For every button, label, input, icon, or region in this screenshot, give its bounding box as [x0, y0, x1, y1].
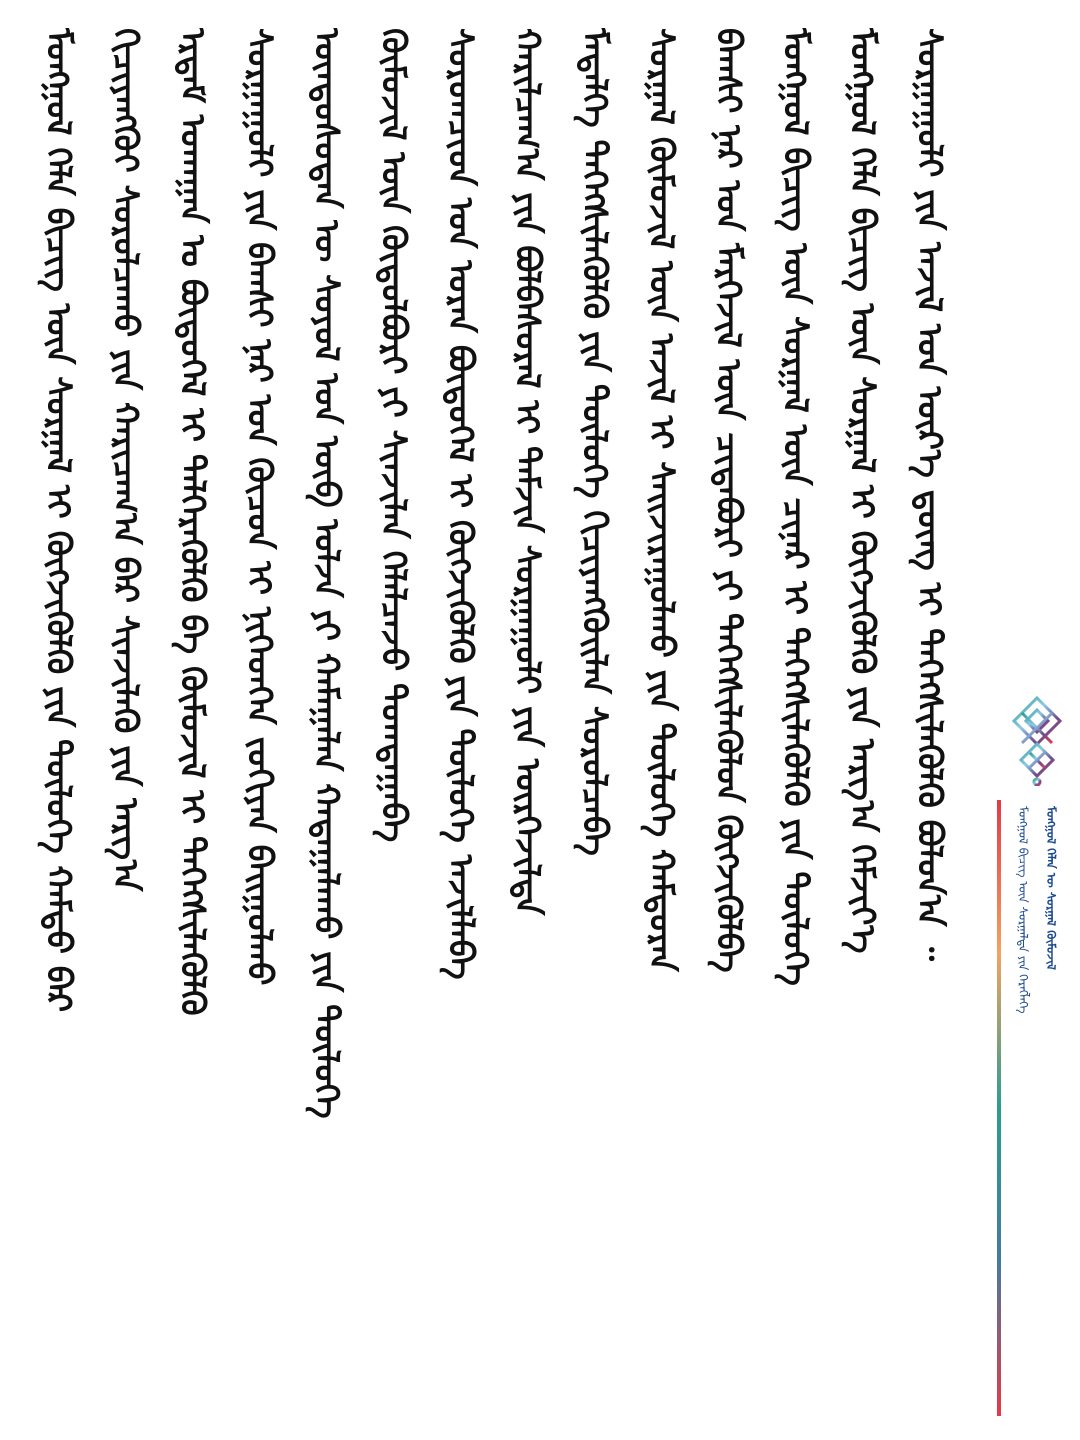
text-column: ᠮᠣᠩᠭᠣᠯ ᠬᠡᠯᠡ ᠪᠢᠴᠢᠭ ᠦᠨ ᠰᠤᠷᠭᠠᠯ ᠢ ᠬᠦᠭᠵᠢᠭᠦᠯᠬᠦ ᠶᠢᠨ ᠲᠥᠯᠥᠭᠡ ᠬᠠᠮᠲᠤ ᠪᠡᠷ [38, 28, 78, 1013]
text-column: ᠮᠣᠩᠭᠣᠯ ᠪᠢᠴᠢᠭ ᠦᠨ ᠰᠤᠷᠭᠠᠯ ᠦᠨ ᠴᠢᠨᠠᠷ ᠢ ᠳᠡᠭᠡᠭᠰᠢᠯᠡᠭᠦᠯᠬᠦ ᠶᠢᠨ ᠲᠥᠯᠥᠭᠡ [775, 28, 815, 986]
text-column: ᠬᠦᠮᠦᠵᠢᠯ ᠦᠨ ᠬᠥᠲᠦᠯᠪᠦᠷᠢ ᠶᠢ ᠰᠢᠨᠵᠢᠯᠡᠨ ᠬᠡᠯᠡᠯᠴᠡᠵᠦ ᠲᠣᠭᠲᠠᠭᠠᠪᠠ [373, 28, 413, 843]
text-column: ᠮᠡᠳᠡᠯᠭᠡ ᠳᠡᠭᠡᠭᠰᠢᠯᠡᠭᠦᠯᠬᠦ ᠶᠢᠨ ᠲᠥᠯᠥᠭᠡ ᠬᠢᠴᠢᠶᠡᠩᠭᠦᠢᠯᠡᠨ ᠰᠤᠷᠤᠯᠴᠠᠪᠠ [574, 28, 614, 856]
text-column: ᠬᠠᠷᠢᠯᠴᠠᠭ᠎ᠠ ᠶᠢᠨ ᠪᠣᠯᠪᠠᠰᠤᠷᠠᠯ ᠢ ᠳᠡᠮᠵᠢᠨ ᠰᠤᠷᠭᠠᠭᠤᠯᠢ ᠶᠢᠨ ᠥᠷᠭᠡᠵᠢᠯᠲᠡ [507, 28, 547, 916]
header-rule [997, 800, 1001, 1416]
header-subtitle: ᠮᠣᠩᠭᠣᠯ ᠪᠢᠴᠢᠭ ᠦᠨ ᠰᠤᠷᠭᠠᠯᠲᠠ ᠶᠢᠨ ᠬᠡᠷᠡᠭᠯᠡᠭᠡ [1016, 806, 1030, 1014]
body-text [30, 28, 970, 1418]
text-column: ᠰᠤᠷᠭᠠᠭᠤᠯᠢ ᠶᠢᠨ ᠪᠠᠭᠰᠢ ᠨᠠᠷ ᠤᠨ ᠬᠦᠴᠦᠨ ᠢ ᠨᠢᠭᠡᠳᠬᠡᠨ ᠵᠣᠬᠢᠶᠠᠨ ᠪᠠᠢᠭᠤᠯᠬᠤ [239, 28, 279, 986]
text-column: ᠰᠤᠷᠭᠠᠭᠤᠯᠢ ᠶᠢᠨ ᠠᠵᠢᠯ ᠤᠨ ᠦᠷ᠎ᠡ ᠳ᠋ᠦᠩ ᠢ ᠳᠡᠭᠡᠭᠰᠢᠯᠡᠭᠦᠯᠬᠦ ᠪᠣᠯᠤᠨ᠎ᠠ ᠃ [909, 28, 949, 961]
text-column: ᠬᠢᠴᠢᠶᠡᠩᠭᠦᠢ ᠰᠤᠷᠤᠯᠴᠠᠬᠤ ᠶᠢᠨ ᠬᠠᠷᠢᠴᠠᠭ᠎ᠠ ᠪᠠᠷ ᠰᠢᠨᠵᠢᠯᠡᠬᠦ ᠶᠢᠨ ᠠᠷᠭ᠎ᠠ [105, 28, 145, 892]
header-title: ᠮᠣᠩᠭᠣᠯ ᠬᠡᠯᠡᠨ ᠦ ᠰᠤᠷᠭᠠᠯ ᠬᠦᠮᠦᠵᠢᠯ [1044, 806, 1058, 970]
text-column: ᠪᠠᠭᠰᠢ ᠨᠠᠷ ᠤᠨ ᠮᠡᠷᠭᠡᠵᠢᠯ ᠦᠨ ᠴᠢᠳᠠᠪᠤᠷᠢ ᠶᠢ ᠳᠡᠭᠡᠭᠰᠢᠯᠡᠭᠦᠯᠦᠨ ᠬᠥᠭᠵᠢᠭᠦᠯᠪᠡ [708, 28, 748, 973]
text-column: ᠦᠨᠳᠦᠰᠦᠲᠡᠨ ᠦ ᠰᠣᠶᠤᠯ ᠤᠨ ᠦᠪ ᠣᠯᠵᠠ ᠶᠢ ᠬᠠᠮᠠᠭᠠᠯᠠᠨ ᠬᠠᠳᠠᠭᠠᠯᠠᠬᠤ ᠶᠢᠨ ᠲᠥᠯᠥᠭᠡ [306, 28, 346, 1119]
text-column: ᠮᠣᠩᠭᠣᠯ ᠬᠡᠯᠡ ᠪᠢᠴᠢᠭ ᠦᠨ ᠰᠤᠷᠭᠠᠯ ᠢ ᠬᠥᠭᠵᠢᠭᠦᠯᠬᠦ ᠶᠢᠨ ᠠᠷᠭ᠎ᠠ ᠬᠡᠮᠵᠢᠶ᠎ᠡ [842, 28, 882, 954]
endless-knot-icon [1008, 694, 1066, 786]
text-column: ᠰᠤᠷᠭᠠᠯ ᠬᠦᠮᠦᠵᠢᠯ ᠦᠨ ᠠᠵᠢᠯ ᠢ ᠰᠠᠢᠵᠢᠷᠠᠭᠤᠯᠬᠤ ᠶᠢᠨ ᠲᠥᠯᠥᠭᠡ ᠬᠠᠮᠲᠤᠷᠠᠨ [641, 28, 681, 972]
text-column: ᠡᠷᠳᠡᠮ ᠤᠬᠠᠭᠠᠨ ᠤ ᠪᠦᠲᠦᠭᠡᠯ ᠢ ᠳᠡᠯᠭᠡᠷᠡᠭᠦᠯᠬᠦ ᠪᠠ ᠬᠦᠮᠦᠵᠢᠯ ᠢ ᠳᠡᠭᠡᠭᠰᠢᠯᠡᠭᠦᠯᠬᠦ [172, 28, 212, 1016]
text-column: ᠰᠤᠷᠤᠭᠴᠢᠳ ᠤᠨ ᠤᠷᠠᠨ ᠪᠦᠲᠦᠭᠡᠯ ᠢ ᠬᠥᠭᠵᠢᠭᠦᠯᠬᠦ ᠶᠢᠨ ᠲᠥᠯᠥᠭᠡ ᠠᠵᠢᠯᠯᠠᠪᠠ [440, 28, 480, 980]
